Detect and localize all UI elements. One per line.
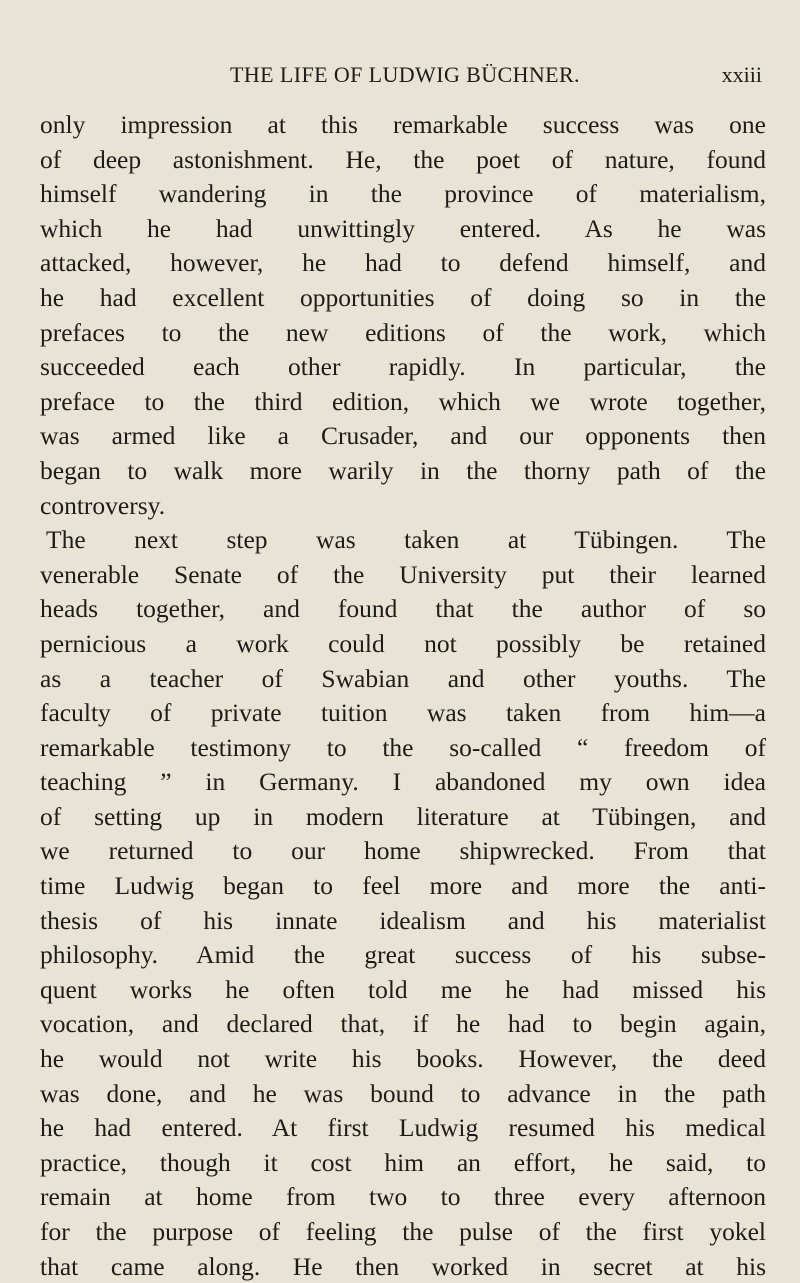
text-line: for the purpose of feeling the pulse of the first yokel bbox=[40, 1217, 766, 1246]
text-line: vocation, and declared that, if he had to begin again, bbox=[40, 1009, 766, 1039]
text-line: himself wandering in the province of materialism, bbox=[40, 179, 766, 209]
text-line: he would not write his books. However, the deed bbox=[40, 1044, 766, 1074]
text-line: he had entered. At first Ludwig resumed his medical bbox=[40, 1113, 766, 1143]
text-line: thesis of his innate idealism and his materialist bbox=[40, 905, 766, 935]
running-title: THE LIFE OF LUDWIG BÜCHNER. bbox=[230, 62, 580, 87]
text-line: attacked, however, he had to defend himself, and bbox=[40, 248, 766, 278]
text-line: heads together, and found that the author of so bbox=[40, 594, 766, 624]
text-line: teaching ” in Germany. I abandoned my own idea bbox=[40, 767, 766, 797]
text-line: time Ludwig began to feel more and more the anti- bbox=[40, 871, 766, 901]
page-number: xxiii bbox=[721, 62, 762, 87]
text-line: venerable Senate of the University put their learned bbox=[40, 559, 766, 589]
text-line: we returned to our home shipwrecked. From that bbox=[40, 836, 766, 866]
text-line: prefaces to the new editions of the work, which bbox=[40, 317, 766, 347]
text-line: succeeded each other rapidly. In particular, the bbox=[40, 352, 766, 382]
running-head bbox=[40, 62, 762, 92]
text-line: of deep astonishment. He, the poet of nature, found bbox=[40, 144, 766, 174]
text-line: began to walk more warily in the thorny path of the bbox=[40, 455, 766, 485]
text-line: that came along. He then worked in secret at his bbox=[40, 1251, 766, 1281]
text-line: philosophy. Amid the great success of his subse- bbox=[40, 940, 766, 970]
text-line: controversy. bbox=[40, 490, 166, 520]
text-line: The next step was taken at Tübingen. The bbox=[46, 525, 766, 555]
text-line: remain at home from two to three every afternoon bbox=[40, 1182, 766, 1212]
text-line: he had excellent opportunities of doing so in the bbox=[40, 282, 766, 312]
text-line: pernicious a work could not possibly be retained bbox=[40, 628, 766, 658]
text-line: quent works he often told me he had missed his bbox=[40, 974, 766, 1004]
text-line: practice, though it cost him an effort, he said, to bbox=[40, 1147, 766, 1177]
text-line: which he had unwittingly entered. As he was bbox=[40, 213, 766, 243]
text-line: only impression at this remarkable success was one bbox=[40, 110, 766, 139]
text-line: preface to the third edition, which we wrote together, bbox=[40, 386, 766, 416]
text-line: faculty of private tuition was taken from him—a bbox=[40, 698, 766, 728]
text-line: of setting up in modern literature at Tübingen, and bbox=[40, 801, 766, 831]
text-line: was done, and he was bound to advance in the path bbox=[40, 1078, 766, 1108]
text-line: remarkable testimony to the so-called “ freedom of bbox=[40, 732, 766, 762]
text-line: as a teacher of Swabian and other youths. The bbox=[40, 663, 766, 693]
body-text bbox=[40, 108, 766, 1283]
text-line: was armed like a Crusader, and our opponents then bbox=[40, 421, 766, 451]
